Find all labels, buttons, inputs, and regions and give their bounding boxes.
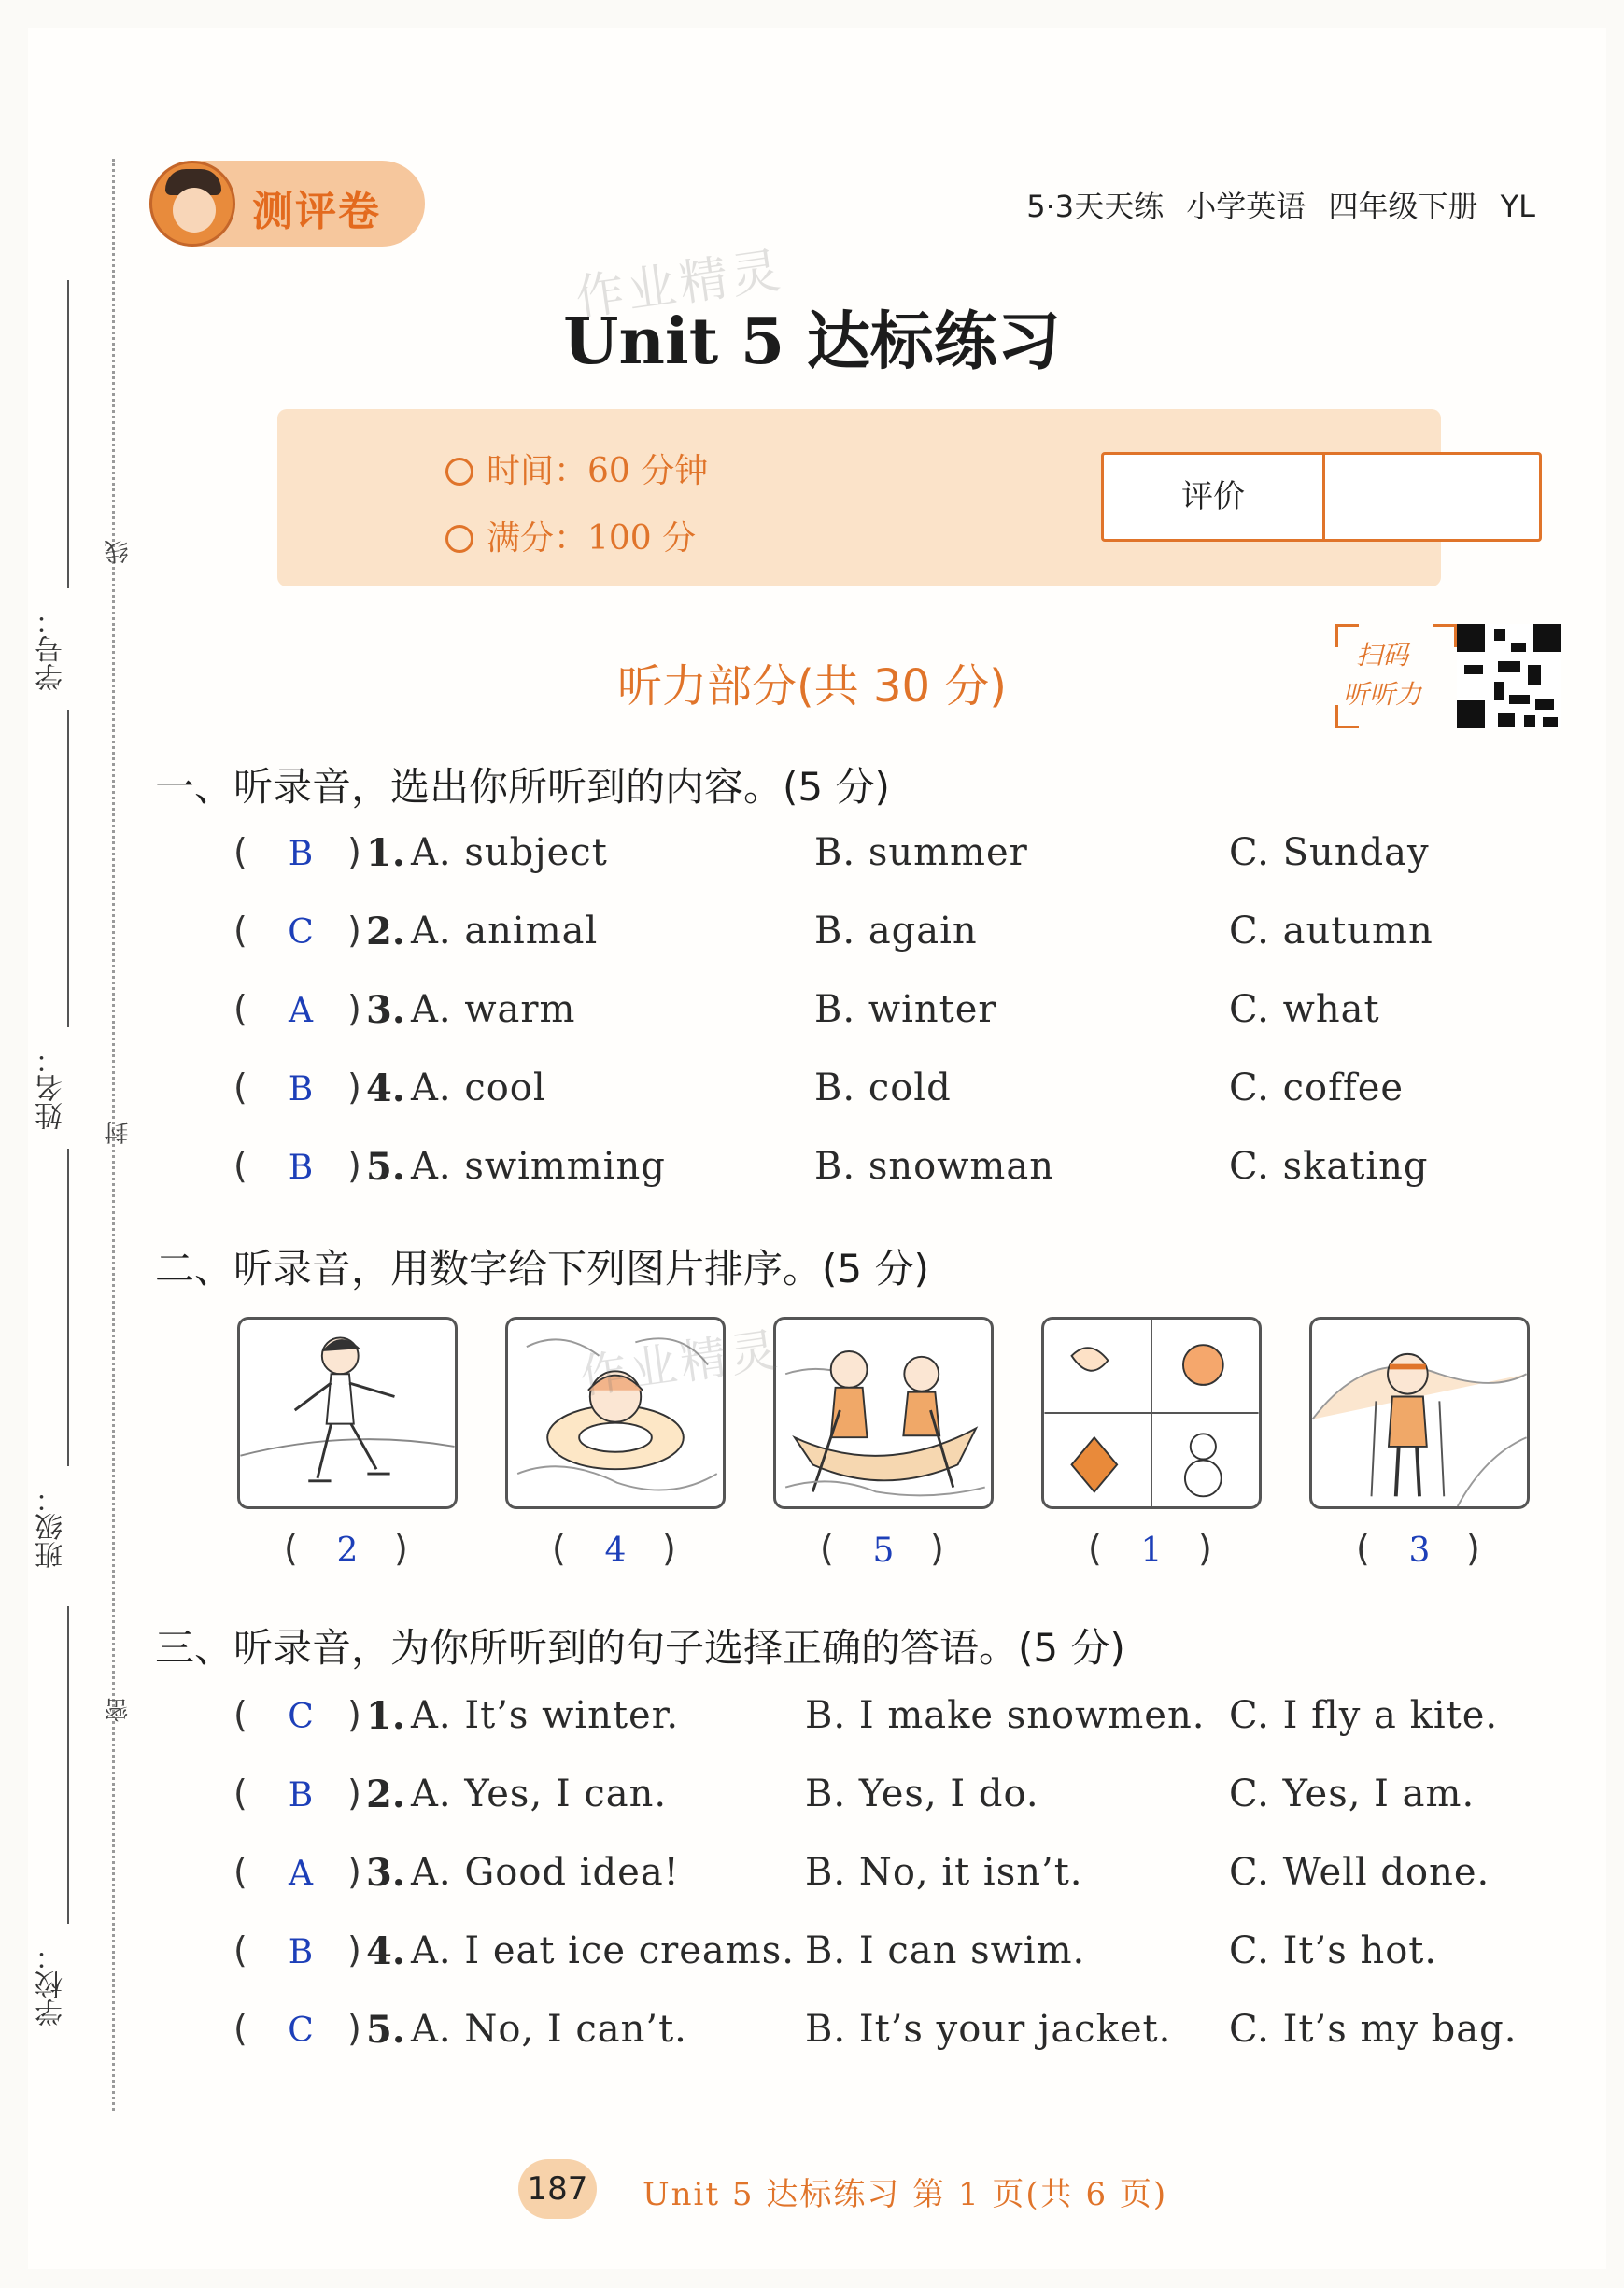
option-a: A. subject [411,831,608,874]
paren-close: ) [1198,1528,1212,1569]
question-row [0,1772,1624,1829]
option-c: C. skating [1229,1145,1429,1188]
option-b: B. cold [814,1066,952,1109]
binding-mark-secret: 密 [105,1698,133,1722]
question-row [0,2008,1624,2064]
paren-open: ( [233,1145,247,1186]
answer-blank[interactable]: B [288,1149,314,1187]
paren-open: ( [233,2008,247,2049]
paren-close: ) [347,2008,361,2049]
page-footer [0,2152,1624,2226]
paren-close: ) [347,1694,361,1735]
time-line [445,445,708,492]
section1-heading: 一、听录音，选出你所听到的内容。(5 分) [155,764,890,810]
option-c: C. I fly a kite. [1229,1694,1499,1737]
option-a: A. No, I can’t. [411,2008,687,2051]
order-answer [505,1528,726,1575]
score-text: 满分：100 分 [487,519,697,558]
answer-blank[interactable]: C [288,1698,314,1736]
question-number: 3. [366,988,405,1032]
paren-close: ) [347,1145,361,1186]
boating-children-icon [773,1317,994,1509]
paren-open: ( [233,1066,247,1108]
order-answer-blank[interactable]: 3 [1408,1532,1431,1570]
paren-open: ( [284,1528,298,1569]
question-row [0,988,1624,1044]
test-paper-badge [149,161,425,247]
answer-blank[interactable]: B [288,1933,314,1971]
answer-blank[interactable]: B [288,835,314,873]
answer-blank[interactable]: A [289,992,313,1030]
paren-open: ( [233,1851,247,1892]
question-row [0,831,1624,887]
badge-label: 测评卷 [252,188,381,235]
option-b: B. snowman [814,1145,1054,1188]
order-answer [773,1528,994,1575]
order-answer-blank[interactable]: 5 [872,1532,895,1570]
question-row [0,1929,1624,1985]
option-b: B. I can swim. [805,1929,1086,1972]
name-label: 姓名： [35,1046,68,1130]
answer-blank[interactable]: B [288,1776,314,1815]
question-number: 2. [366,910,405,953]
paren-open: ( [233,910,247,951]
paren-close: ) [662,1528,676,1569]
option-a: A. warm [411,988,576,1031]
question-number: 2. [366,1772,405,1816]
paren-open: ( [233,988,247,1029]
option-b: B. It’s your jacket. [805,2008,1172,2051]
option-c: C. Sunday [1229,831,1430,874]
section2-heading: 二、听录音，用数字给下列图片排序。(5 分) [155,1246,929,1292]
paren-close: ) [394,1528,408,1569]
paren-open: ( [552,1528,566,1569]
answer-blank[interactable]: C [288,913,314,952]
student-no-label: 学号： [35,607,68,691]
option-a: A. swimming [411,1145,666,1188]
option-c: C. It’s hot. [1229,1929,1438,1972]
paren-close: ) [347,831,361,872]
question-number: 3. [366,1851,405,1895]
paren-close: ) [347,1772,361,1814]
order-answer [1041,1528,1262,1575]
option-b: B. I make snowmen. [805,1694,1206,1737]
order-answer [1309,1528,1530,1575]
section3-heading: 三、听录音，为你所听到的句子选择正确的答语。(5 分) [155,1625,1125,1671]
time-text: 时间：60 分钟 [487,452,709,490]
question-number: 1. [366,831,405,875]
option-a: A. Good idea! [411,1851,680,1894]
paren-close: ) [347,1851,361,1892]
option-c: C. It’s my bag. [1229,2008,1518,2051]
answer-blank[interactable]: B [288,1070,314,1109]
skating-boy-icon [237,1317,458,1509]
evaluation-table [1101,452,1542,542]
question-row [0,1851,1624,1907]
option-c: C. what [1229,988,1380,1031]
class-label: 班级： [35,1485,68,1569]
qr-code-icon[interactable] [1457,624,1561,728]
paren-open: ( [233,1772,247,1814]
paren-open: ( [1088,1528,1102,1569]
page-title: Unit 5 达标练习 [563,304,1061,379]
clock-icon [445,458,473,486]
option-c: C. autumn [1229,910,1433,953]
option-b: B. again [814,910,978,953]
paren-open: ( [820,1528,834,1569]
boy-mascot-icon [149,161,235,247]
school-label: 学校： [35,1942,68,2027]
answer-blank[interactable]: C [288,2012,314,2050]
hiking-boy-icon [1309,1317,1530,1509]
binding-mark-line: 线 [105,540,133,564]
order-answer [237,1528,458,1575]
answer-blank[interactable]: A [289,1855,313,1893]
question-row [0,910,1624,966]
option-c: C. Well done. [1229,1851,1490,1894]
series-info: 5·3天天练 小学英语 四年级下册 YL [1026,189,1535,224]
four-seasons-icon [1041,1317,1262,1509]
option-c: C. Yes, I am. [1229,1772,1476,1815]
paren-open: ( [1356,1528,1370,1569]
page-number: 187 [518,2159,597,2219]
score-line [445,512,696,559]
paren-close: ) [347,988,361,1029]
question-row [0,1694,1624,1750]
question-number: 5. [366,2008,405,2052]
watermark-top: 作业精灵 [572,242,787,328]
check-circle-icon [445,525,473,553]
option-b: B. Yes, I do. [805,1772,1039,1815]
option-c: C. coffee [1229,1066,1405,1109]
footer-text: Unit 5 达标练习 第 1 页(共 6 页) [643,2176,1168,2213]
paren-close: ) [347,1929,361,1970]
scan-hint [1335,624,1457,728]
option-a: A. It’s winter. [411,1694,680,1737]
paren-close: ) [347,1066,361,1108]
option-a: A. I eat ice creams. [411,1929,795,1972]
binding-mark-seal: 封 [105,1121,133,1145]
paren-open: ( [233,831,247,872]
option-a: A. Yes, I can. [411,1772,668,1815]
option-a: A. animal [411,910,599,953]
listening-section-title: 听力部分(共 30 分) [616,660,1008,713]
question-number: 4. [366,1066,405,1110]
option-b: B. summer [814,831,1028,874]
exam-info-box [277,409,1441,586]
paren-close: ) [347,910,361,951]
paren-open: ( [233,1694,247,1735]
scan-line1: 扫码 [1356,640,1409,671]
paren-close: ) [930,1528,944,1569]
option-b: B. No, it isn’t. [805,1851,1083,1894]
question-number: 4. [366,1929,405,1973]
paren-close: ) [1466,1528,1480,1569]
order-answer-blank[interactable]: 4 [604,1532,627,1570]
watermark-middle: 作业精灵 [576,1322,784,1405]
question-row [0,1145,1624,1201]
question-number: 1. [366,1694,405,1738]
order-answer-blank[interactable]: 1 [1140,1532,1163,1570]
scan-line2: 听听力 [1343,679,1422,710]
evaluation-label: 评价 [1104,455,1325,539]
order-answer-blank[interactable]: 2 [336,1532,359,1570]
option-a: A. cool [411,1066,546,1109]
paren-open: ( [233,1929,247,1970]
question-number: 5. [366,1145,405,1189]
option-b: B. winter [814,988,997,1031]
question-row [0,1066,1624,1123]
